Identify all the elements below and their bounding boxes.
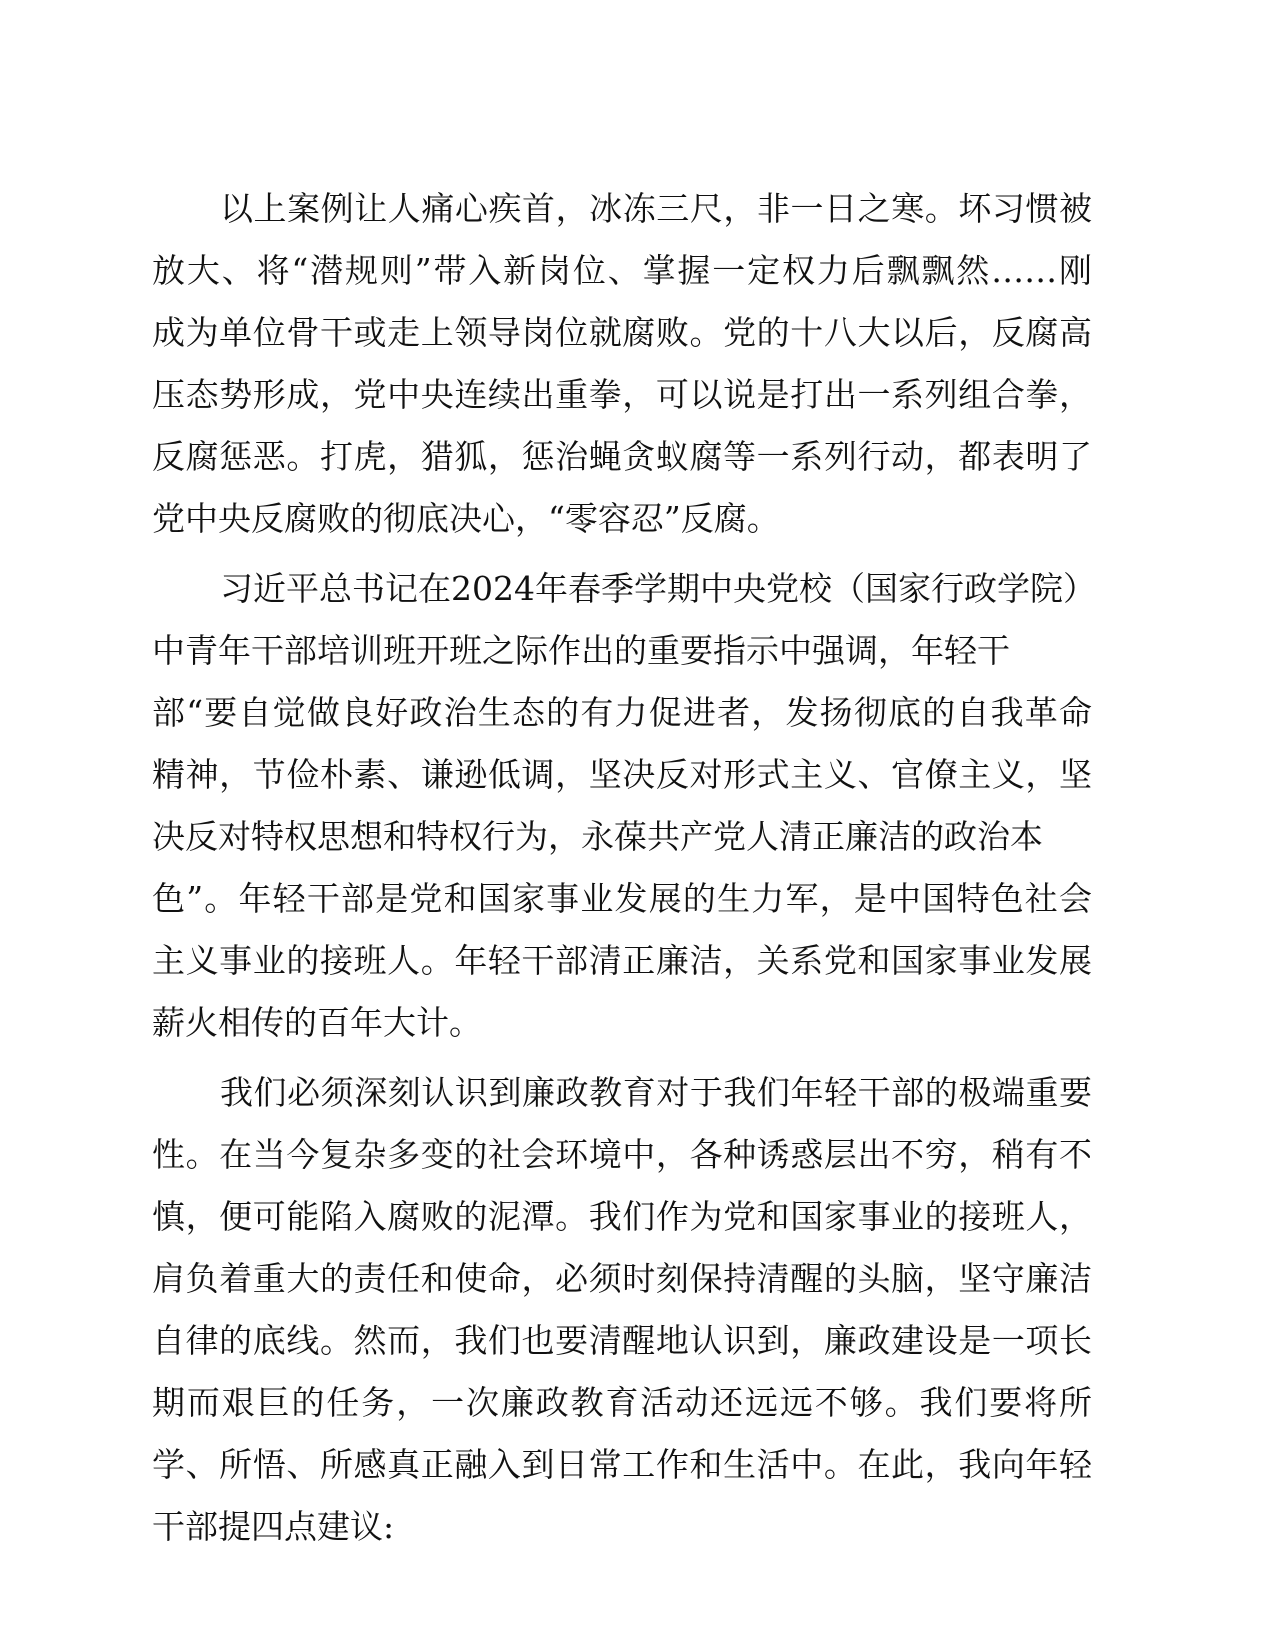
text-line: 学、所悟、所感真正融入到日常工作和生活中。在此，我向年轻 — [152, 1445, 1092, 1484]
text-line: 成为单位骨干或走上领导岗位就腐败。党的十八大以后，反腐高 — [152, 313, 1092, 352]
paragraph-2 — [152, 558, 1096, 1054]
text-line: 精神，节俭朴素、谦逊低调，坚决反对形式主义、官僚主义，坚 — [152, 755, 1092, 794]
text-line: 部“要自觉做良好政治生态的有力促进者，发扬彻底的自我革命 — [152, 693, 1092, 732]
text-line: 慎，便可能陷入腐败的泥潭。我们作为党和国家事业的接班人， — [152, 1197, 1092, 1236]
text-line: 薪火相传的百年大计。 — [152, 1003, 482, 1042]
text-line: 中青年干部培训班开班之际作出的重要指示中强调，年轻干 — [152, 631, 1010, 670]
text-line: 决反对特权思想和特权行为，永葆共产党人清正廉洁的政治本 — [152, 817, 1043, 856]
text-line: 干部提四点建议: — [152, 1507, 395, 1546]
text-line: 我们必须深刻认识到廉政教育对于我们年轻干部的极端重要 — [220, 1073, 1092, 1112]
text-line: 党中央反腐败的彻底决心，“零容忍”反腐。 — [152, 499, 780, 538]
text-line: 主义事业的接班人。年轻干部清正廉洁，关系党和国家事业发展 — [152, 941, 1092, 980]
text-line: 肩负着重大的责任和使命，必须时刻保持清醒的头脑，坚守廉洁 — [152, 1259, 1092, 1298]
text-line: 放大、将“潜规则”带入新岗位、掌握一定权力后飘飘然……刚 — [152, 251, 1092, 290]
paragraph-3 — [152, 1062, 1092, 1558]
text-line: 自律的底线。然而，我们也要清醒地认识到，廉政建设是一项长 — [152, 1321, 1092, 1360]
text-line: 期而艰巨的任务，一次廉政教育活动还远远不够。我们要将所 — [152, 1383, 1092, 1422]
text-line: 色”。年轻干部是党和国家事业发展的生力军，是中国特色社会 — [152, 879, 1092, 918]
text-line: 习近平总书记在2024年春季学期中央党校（国家行政学院） — [220, 569, 1096, 608]
text-line: 反腐惩恶。打虎，猎狐，惩治蝇贪蚁腐等一系列行动，都表明了 — [152, 437, 1092, 476]
paragraph-1 — [152, 178, 1092, 550]
text-line: 压态势形成，党中央连续出重拳，可以说是打出一系列组合拳， — [152, 375, 1092, 414]
body-text — [152, 178, 1096, 1566]
text-line: 性。在当今复杂多变的社会环境中，各种诱惑层出不穷，稍有不 — [152, 1135, 1092, 1174]
text-line: 以上案例让人痛心疾首，冰冻三尺，非一日之寒。坏习惯被 — [220, 189, 1092, 228]
